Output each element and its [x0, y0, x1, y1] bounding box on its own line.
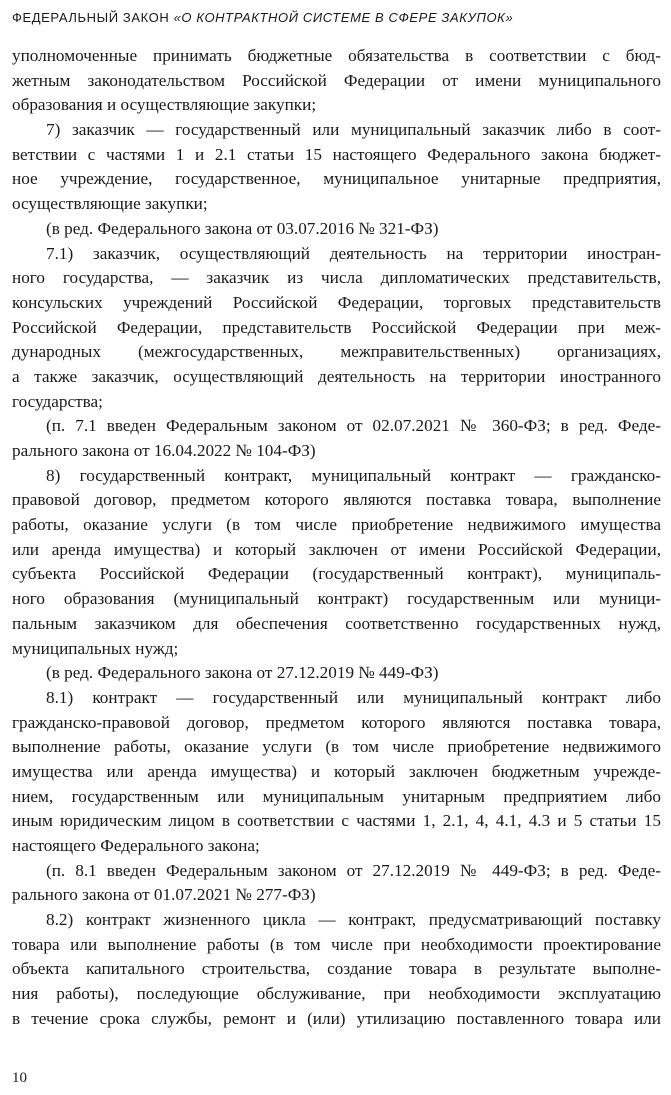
text-line: пальным заказчиком для обеспечения соответственно государственных нужд,	[12, 613, 661, 633]
text-line: консульских учреждений Российской Федерации, торговых представительств	[12, 292, 661, 312]
text-line: государства;	[12, 391, 103, 411]
text-line: выполнение работы, оказание услуги (в том числе приобретение недвижимого	[12, 737, 661, 757]
amendment-note: (п. 7.1 введен Федеральным законом от 02.07.2021 № 360-ФЗ; в ред. Феде-	[46, 416, 661, 436]
text-line: или аренда имущества) и который заключен от имени Российской Федерации,	[12, 539, 661, 559]
page-body	[12, 44, 661, 1032]
text-line: в течение срока службы, ремонт и (или) утилизацию поставленного товара или	[12, 1008, 661, 1028]
text-line: дународных (межгосударственных, межправительственных) организациях,	[12, 342, 661, 362]
text-line: настоящего Федерального закона;	[12, 836, 260, 855]
text-line: Российской Федерации, представительств Российской Федерации при меж-	[12, 317, 661, 337]
text-line: работы, оказание услуги (в том числе приобретение недвижимого имущества	[12, 515, 661, 535]
amendment-note: (в ред. Федерального закона от 27.12.2019 № 449-ФЗ)	[46, 663, 439, 683]
text-line: 8.1) контракт — государственный или муниципальный контракт либо	[46, 687, 661, 707]
text-line: субъекта Российской Федерации (государственный контракт), муниципаль-	[12, 564, 661, 584]
text-line: осуществляющие закупки;	[12, 194, 208, 214]
running-header	[12, 9, 659, 28]
text-line: гражданско-правовой договор, предметом которого являются поставка товара,	[12, 712, 661, 732]
text-line: 7.1) заказчик, осуществляющий деятельность на территории иностран-	[46, 243, 661, 263]
text-line: ветствии с частями 1 и 2.1 статьи 15 настоящего Федерального закона бюджет-	[12, 144, 661, 164]
text-line: ное учреждение, государственное, муниципальное унитарные предприятия,	[12, 169, 661, 189]
amendment-note: (в ред. Федерального закона от 03.07.2016 № 321-ФЗ)	[46, 218, 439, 238]
amendment-note: рального закона от 01.07.2021 № 277-ФЗ)	[12, 885, 316, 905]
text-line: товара или выполнение работы (в том числе при необходимости проектирование	[12, 934, 661, 954]
text-line: образования и осуществляющие закупки;	[12, 95, 317, 115]
text-line: объекта капитального строительства, создание товара в результате выполне-	[12, 959, 661, 979]
page-number: 10	[12, 1070, 27, 1086]
text-line: ния работы), последующие обслуживание, при необходимости эксплуатацию	[12, 984, 661, 1004]
text-line: жетным законодательством Российской Федерации от имени муниципального	[12, 70, 661, 90]
amendment-note: рального закона от 16.04.2022 № 104-ФЗ)	[12, 441, 316, 460]
text-line: иным юридическим лицом в соответствии с частями 1, 2.1, 4, 4.1, 4.3 и 5 статьи 15	[12, 811, 661, 831]
text-line: нием, государственным или муниципальным унитарным предприятием либо	[12, 786, 661, 806]
text-line: ного государства, — заказчик из числа дипломатических представительств,	[12, 268, 661, 288]
amendment-note: (п. 8.1 введен Федеральным законом от 27.12.2019 № 449-ФЗ; в ред. Феде-	[46, 860, 661, 880]
text-line: 8) государственный контракт, муниципальный контракт — гражданско-	[46, 465, 661, 485]
text-line: имущества или аренда имущества) и который заключен бюджетным учрежде-	[12, 761, 661, 781]
header-law-title: «О КОНТРАКТНОЙ СИСТЕМЕ В СФЕРЕ ЗАКУПОК»	[173, 10, 514, 25]
text-line: правовой договор, предметом которого являются поставка товара, выполнение	[12, 490, 661, 510]
text-line: ного образования (муниципальный контракт) государственным или муници-	[12, 589, 661, 609]
text-line: уполномоченные принимать бюджетные обязательства в соответствии с бюд-	[12, 46, 661, 65]
text-line: муниципальных нужд;	[12, 638, 179, 658]
header-law-type: ФЕДЕРАЛЬНЫЙ ЗАКОН	[12, 10, 174, 25]
text-line: а также заказчик, осуществляющий деятельность на территории иностранного	[12, 366, 661, 386]
text-line: 8.2) контракт жизненного цикла — контракт, предусматривающий поставку	[46, 910, 661, 930]
text-line: 7) заказчик — государственный или муниципальный заказчик либо в соот-	[46, 120, 661, 140]
